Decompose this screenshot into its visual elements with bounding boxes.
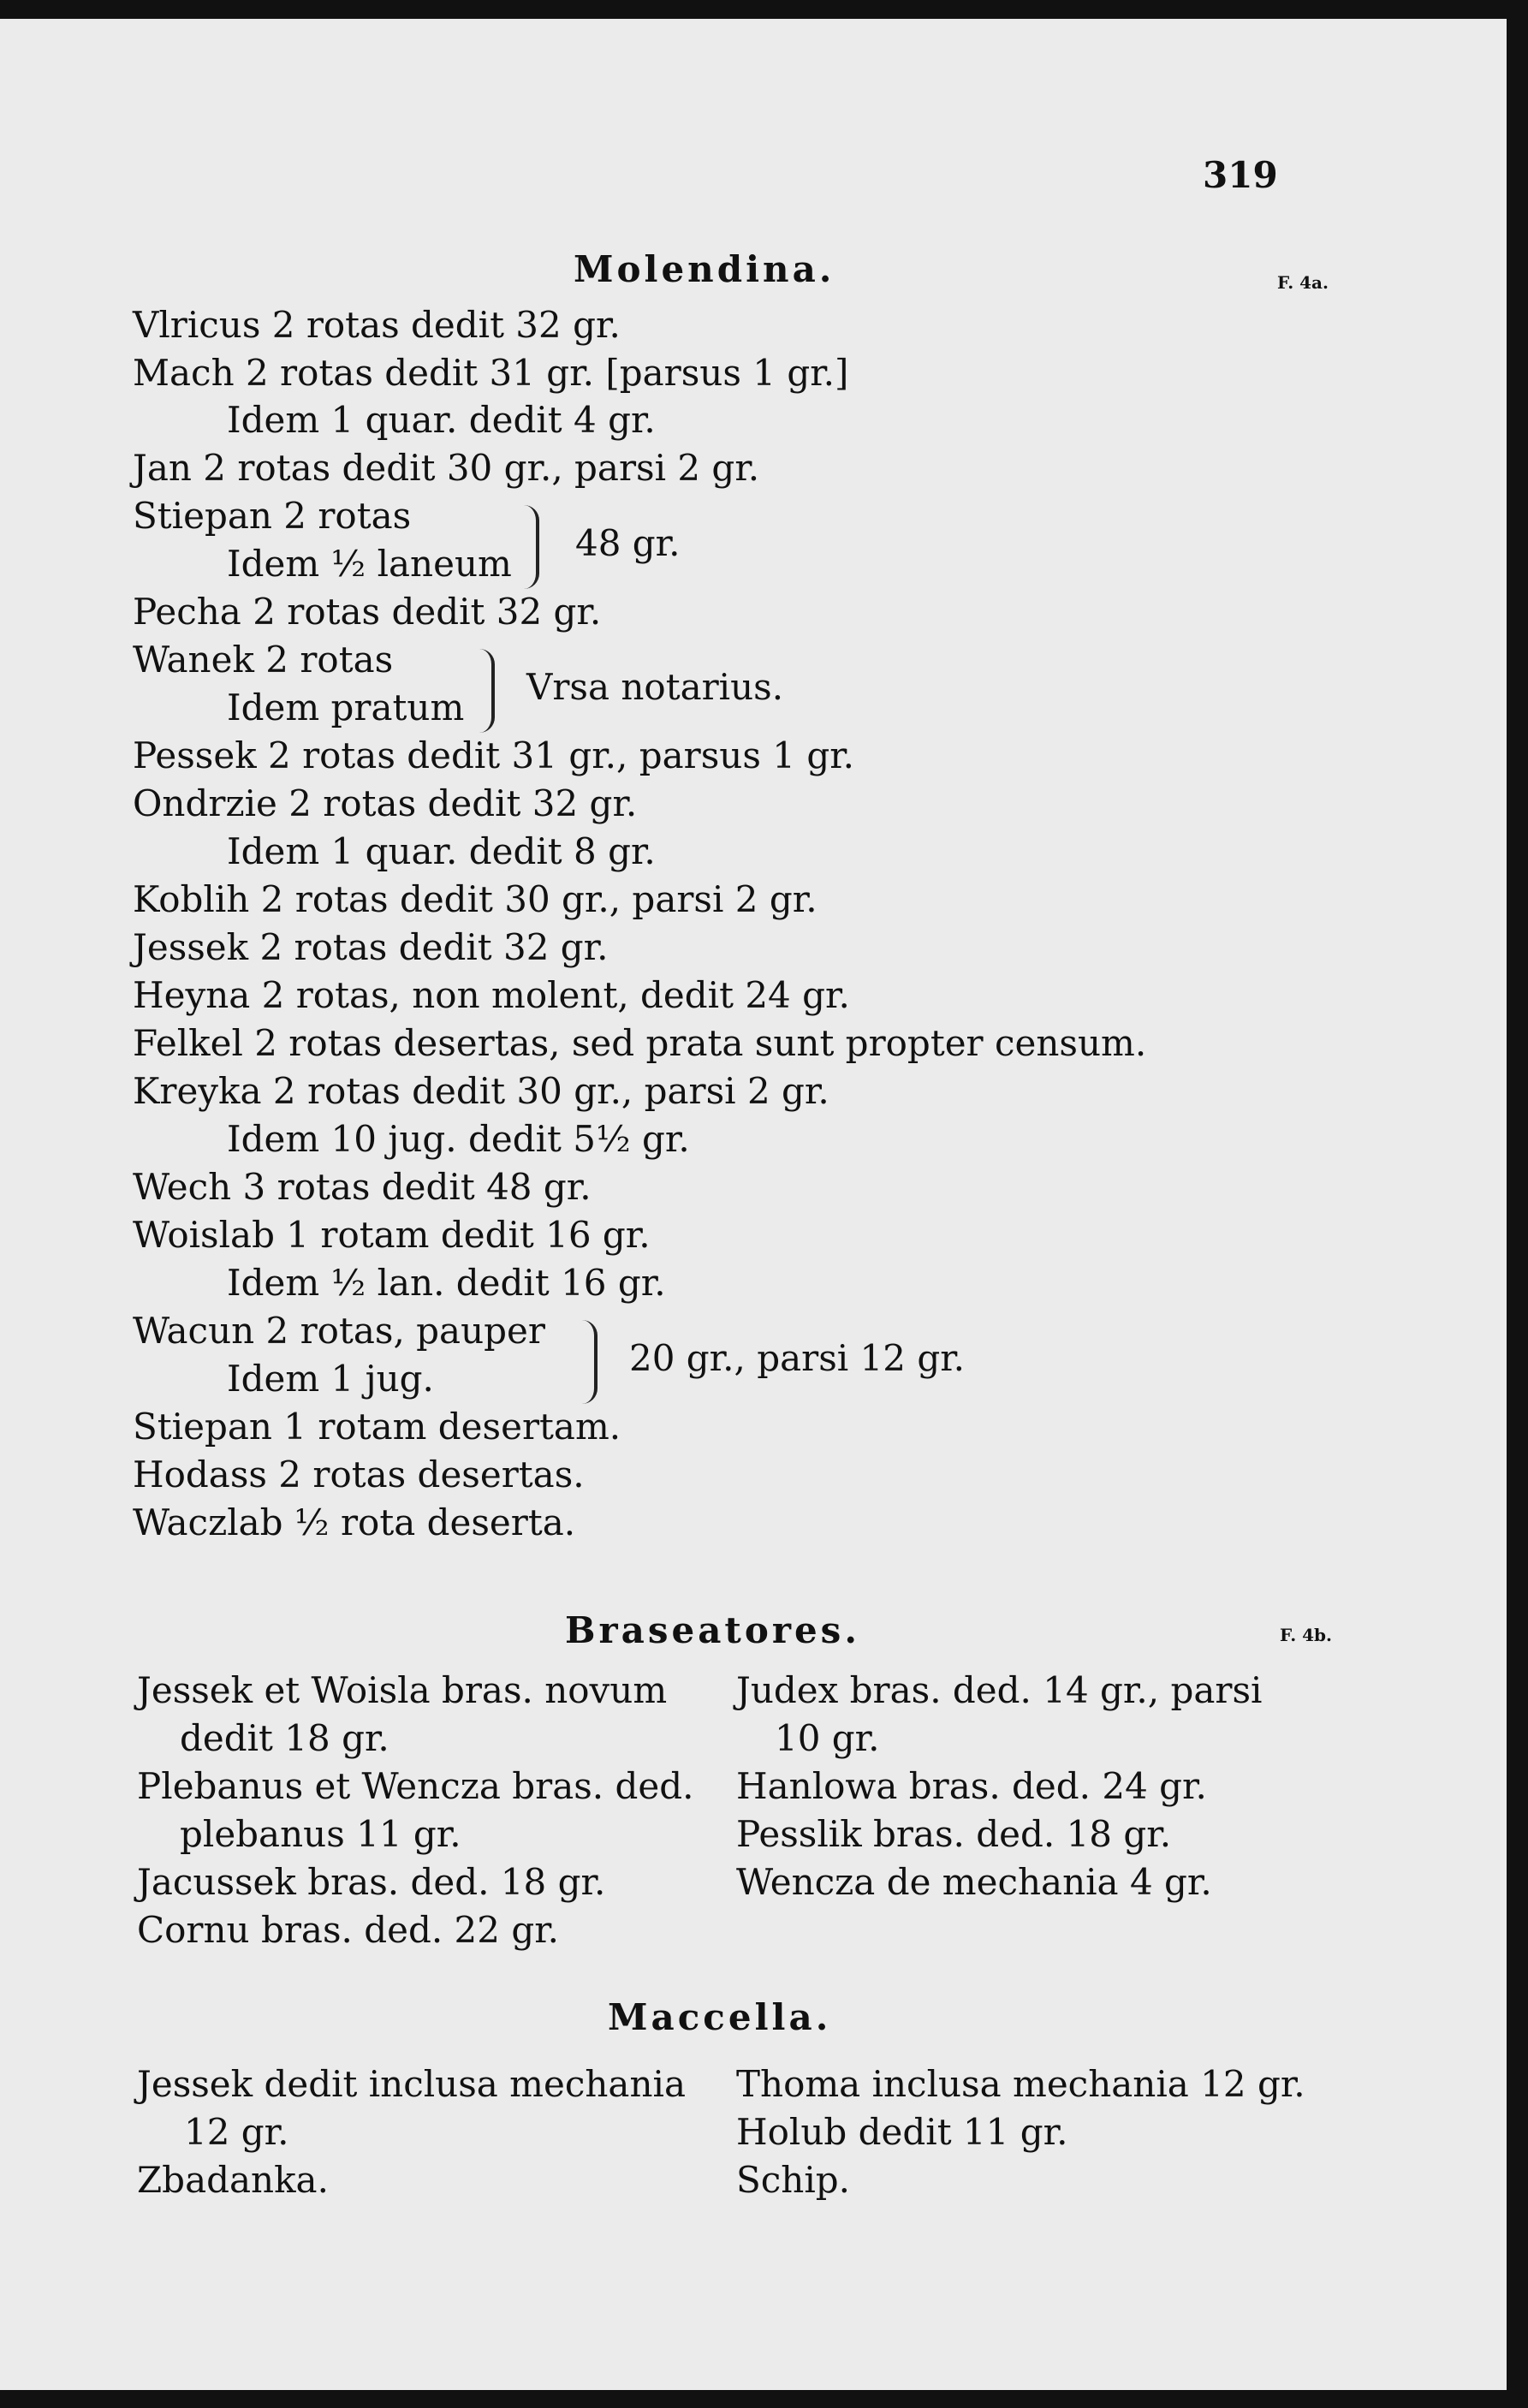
section-title-molendina: Molendina.	[574, 248, 835, 290]
entry-line: Pesslik bras. ded. 18 gr.	[736, 1813, 1172, 1855]
folio-ref-4a: F. 4a.	[1277, 272, 1329, 293]
entry-line: Waczlab ½ rota deserta.	[133, 1501, 576, 1543]
brace	[479, 649, 495, 733]
entry-line: Mach 2 rotas dedit 31 gr. [parsus 1 gr.]	[133, 352, 849, 394]
entry-line: Heyna 2 rotas, non molent, dedit 24 gr.	[133, 974, 850, 1016]
document-page	[0, 19, 1507, 2390]
entry-line: Jessek 2 rotas dedit 32 gr.	[133, 926, 609, 968]
entry-line: 10 gr.	[775, 1717, 880, 1759]
brace	[582, 1320, 598, 1404]
entry-line: Idem 1 quar. dedit 4 gr.	[227, 399, 656, 441]
entry-line: Vlricus 2 rotas dedit 32 gr.	[133, 304, 621, 346]
entry-line: Cornu bras. ded. 22 gr.	[137, 1909, 560, 1951]
entry-line: Zbadanka.	[137, 2159, 329, 2201]
entry-line: Jan 2 rotas dedit 30 gr., parsi 2 gr.	[133, 447, 760, 489]
page-number: 319	[1203, 154, 1278, 196]
entry-line: Idem 10 jug. dedit 5½ gr.	[227, 1118, 690, 1160]
entry-line: Jessek dedit inclusa mechania	[137, 2063, 686, 2105]
brace-value: Vrsa notarius.	[526, 666, 784, 708]
entry-line: Holub dedit 11 gr.	[736, 2111, 1068, 2153]
entry-line: Ondrzie 2 rotas dedit 32 gr.	[133, 782, 638, 824]
entry-line: Jacussek bras. ded. 18 gr.	[137, 1861, 606, 1903]
entry-line: Judex bras. ded. 14 gr., parsi	[736, 1669, 1263, 1711]
entry-line: Hanlowa bras. ded. 24 gr.	[736, 1765, 1207, 1807]
brace-value: 48 gr.	[575, 522, 681, 564]
entry-line: 12 gr.	[184, 2111, 289, 2153]
entry-line: Plebanus et Wencza bras. ded.	[137, 1765, 694, 1807]
entry-line: Jessek et Woisla bras. novum	[137, 1669, 668, 1711]
entry-line: Wacun 2 rotas, pauper	[133, 1310, 545, 1352]
brace	[524, 505, 539, 589]
entry-line: Pessek 2 rotas dedit 31 gr., parsus 1 gr.	[133, 734, 855, 776]
entry-line: Felkel 2 rotas desertas, sed prata sunt propter censum.	[133, 1022, 1147, 1064]
entry-line: Wanek 2 rotas	[133, 639, 394, 681]
entry-line: Schip.	[736, 2159, 851, 2201]
entry-line: Wencza de mechania 4 gr.	[736, 1861, 1212, 1903]
folio-ref-4b: F. 4b.	[1280, 1625, 1332, 1645]
entry-line: Pecha 2 rotas dedit 32 gr.	[133, 591, 602, 633]
entry-line: Wech 3 rotas dedit 48 gr.	[133, 1166, 592, 1208]
entry-line: dedit 18 gr.	[180, 1717, 389, 1759]
section-title-maccella: Maccella.	[608, 1996, 832, 2038]
brace-value: 20 gr., parsi 12 gr.	[629, 1337, 966, 1379]
entry-line: Woislab 1 rotam dedit 16 gr.	[133, 1214, 651, 1256]
entry-line: Stiepan 1 rotam desertam.	[133, 1406, 621, 1448]
entry-line: Idem pratum	[227, 687, 465, 728]
entry-line: Idem 1 jug.	[227, 1358, 434, 1400]
entry-line: plebanus 11 gr.	[180, 1813, 461, 1855]
entry-line: Thoma inclusa mechania 12 gr.	[736, 2063, 1305, 2105]
entry-line: Idem ½ laneum	[227, 543, 512, 585]
entry-line: Stiepan 2 rotas	[133, 495, 412, 537]
section-title-braseatores: Braseatores.	[565, 1609, 860, 1651]
entry-line: Idem ½ lan. dedit 16 gr.	[227, 1262, 666, 1304]
entry-line: Hodass 2 rotas desertas.	[133, 1454, 585, 1495]
entry-line: Koblih 2 rotas dedit 30 gr., parsi 2 gr.	[133, 878, 818, 920]
entry-line: Idem 1 quar. dedit 8 gr.	[227, 830, 656, 872]
entry-line: Kreyka 2 rotas dedit 30 gr., parsi 2 gr.	[133, 1070, 829, 1112]
